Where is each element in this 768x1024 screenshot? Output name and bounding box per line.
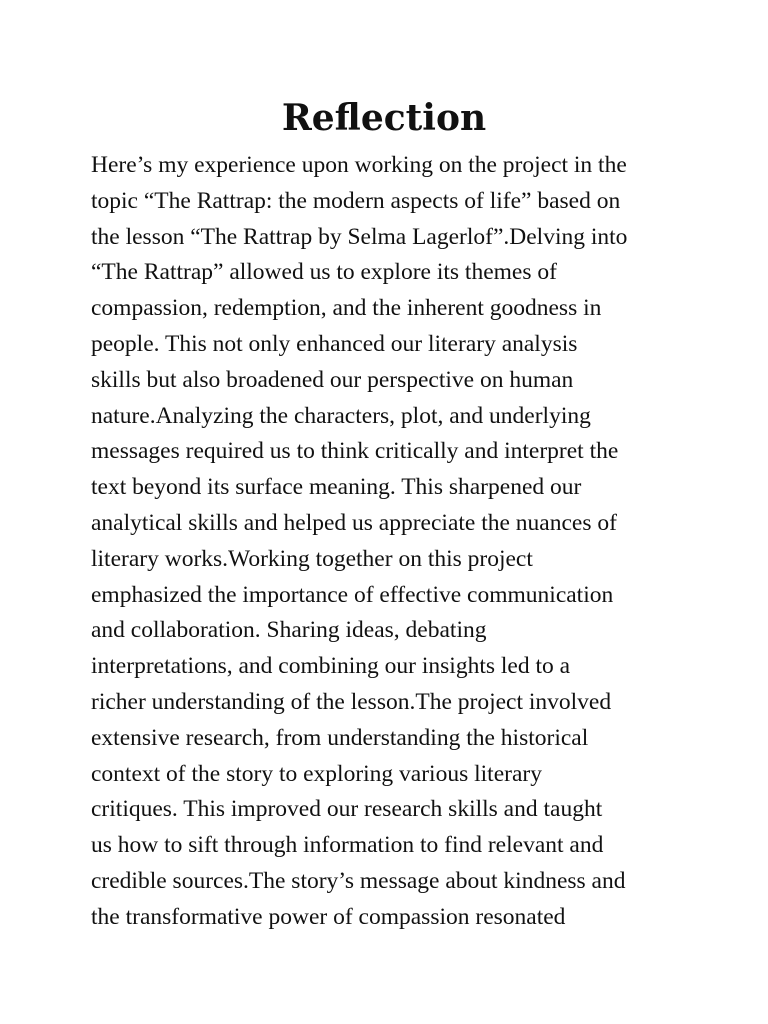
page-title: Reflection (281, 97, 487, 139)
paragraph-line: the lesson “The Rattrap by Selma Lagerlof”.Delving into (91, 223, 628, 250)
paragraph-line: compassion, redemption, and the inherent goodness in (91, 295, 602, 322)
paragraph-line: people. This not only enhanced our literary analysis (91, 330, 578, 357)
paragraph-line: analytical skills and helped us appreciate the nuances of (91, 509, 617, 536)
paragraph-line: topic “The Rattrap: the modern aspects of life” based on (91, 187, 621, 214)
paragraph-line: literary works.Working together on this project (91, 545, 533, 572)
reflection-paragraph (91, 148, 691, 936)
paragraph-line: “The Rattrap” allowed us to explore its themes of (91, 259, 557, 286)
paragraph-line: text beyond its surface meaning. This sharpened our (91, 474, 582, 501)
paragraph-line: Here’s my experience upon working on the project in the (91, 152, 627, 178)
paragraph-line: extensive research, from understanding the historical (91, 724, 589, 751)
paragraph-line: the transformative power of compassion resonated (91, 903, 566, 930)
paragraph-line: skills but also broadened our perspective on human (91, 366, 574, 393)
paragraph-line: interpretations, and combining our insights led to a (91, 653, 571, 680)
paragraph-line: emphasized the importance of effective communication (91, 581, 614, 608)
paragraph-line: richer understanding of the lesson.The project involved (91, 688, 612, 715)
paragraph-line: and collaboration. Sharing ideas, debating (91, 617, 487, 644)
paragraph-line: messages required us to think critically and interpret the (91, 438, 619, 465)
paragraph-line: critiques. This improved our research skills and taught (91, 796, 603, 823)
paragraph-line: credible sources.The story’s message about kindness and (91, 867, 626, 894)
paragraph-line: us how to sift through information to find relevant and (91, 832, 604, 859)
paragraph-line: nature.Analyzing the characters, plot, and underlying (91, 402, 591, 429)
paragraph-line: context of the story to exploring various literary (91, 760, 542, 787)
